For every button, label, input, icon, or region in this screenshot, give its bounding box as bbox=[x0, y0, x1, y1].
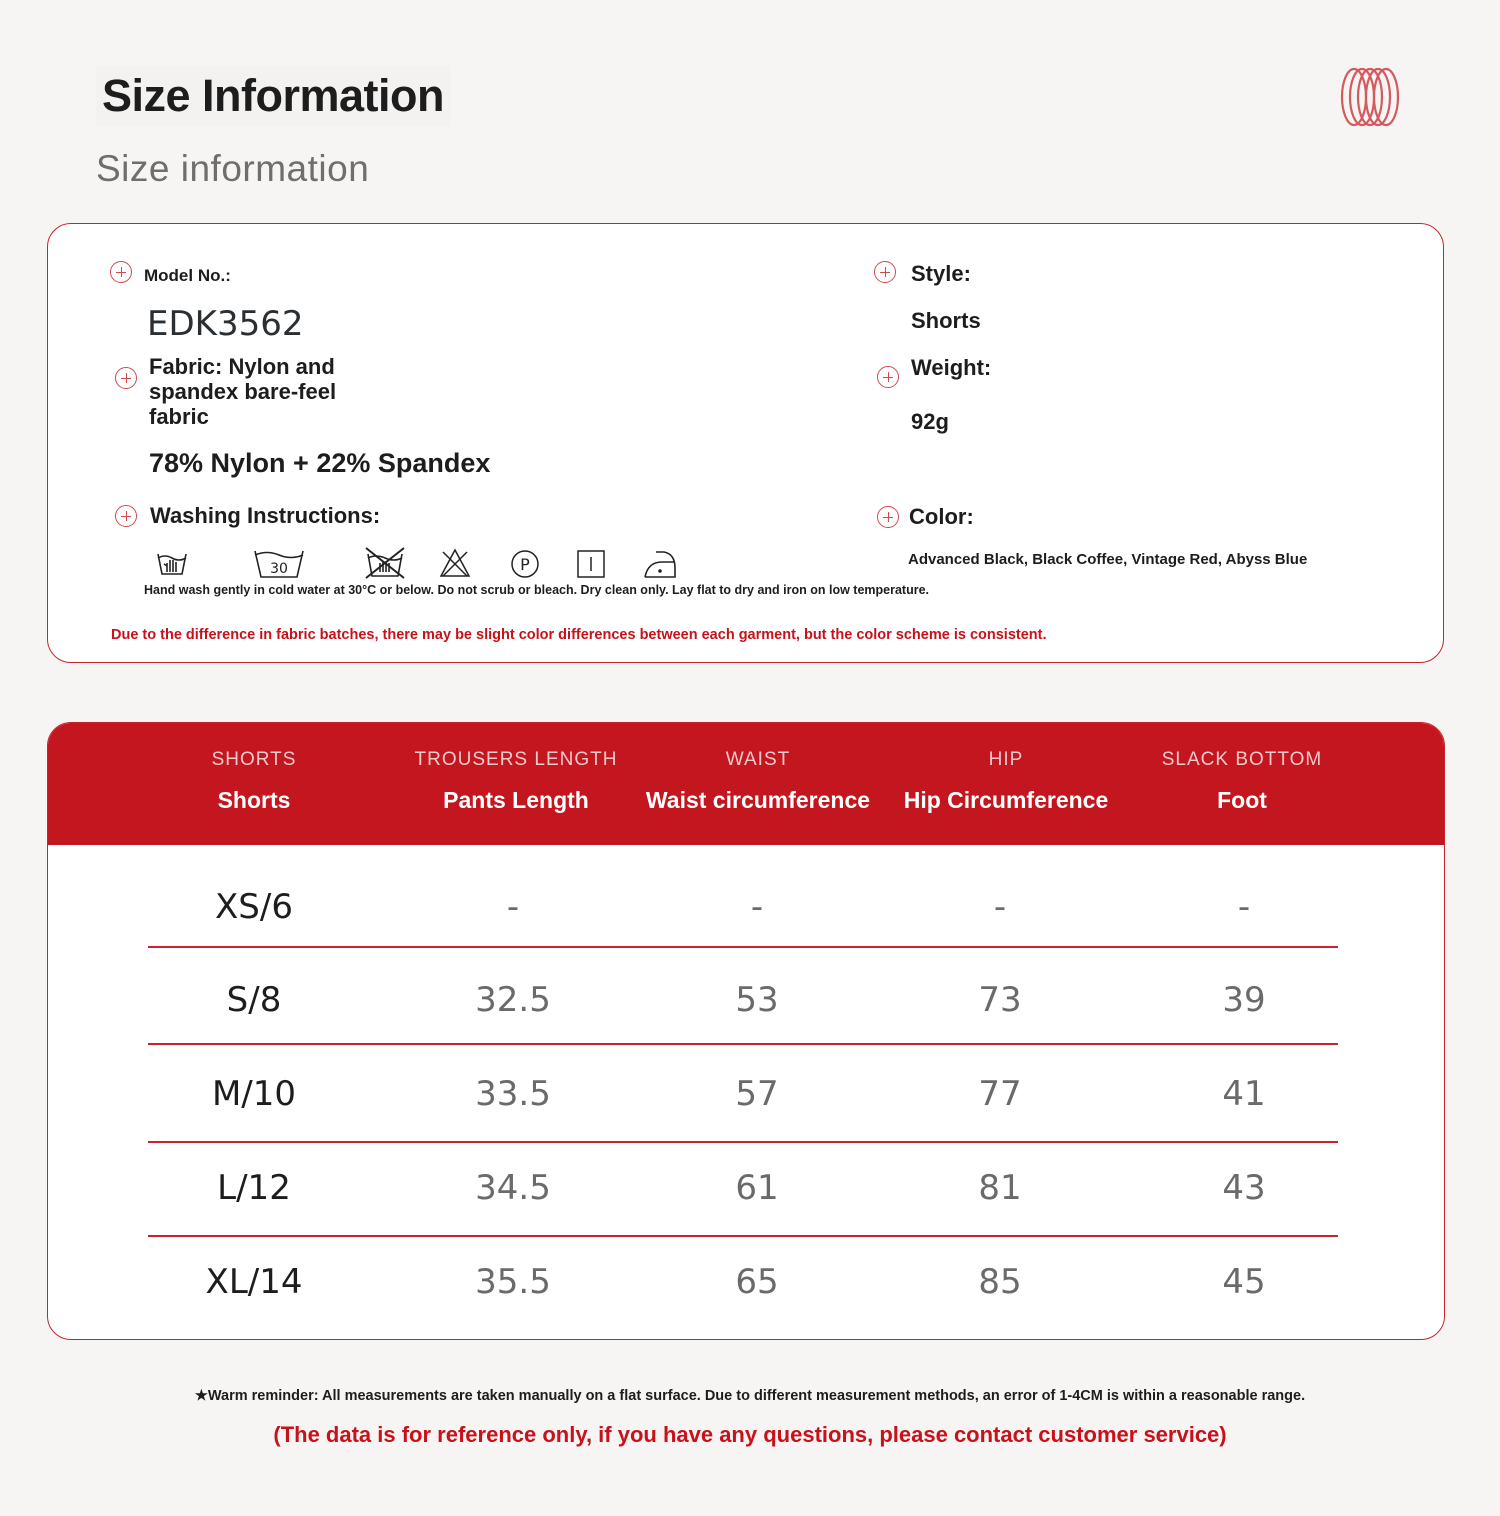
col-header-label: Pants Length bbox=[443, 787, 589, 813]
waist-cell: - bbox=[750, 887, 764, 927]
washing-label: Washing Instructions: bbox=[150, 503, 381, 528]
fabric-label: Fabric: Nylon and spandex bare-feel fabric bbox=[149, 354, 337, 429]
length-cell: - bbox=[506, 887, 520, 927]
plus-circle-icon bbox=[115, 505, 137, 527]
waist-cell: 61 bbox=[735, 1168, 779, 1208]
style-value: Shorts bbox=[911, 308, 981, 333]
length-cell: 32.5 bbox=[475, 980, 551, 1020]
foot-cell: 41 bbox=[1222, 1074, 1266, 1114]
foot-cell: 43 bbox=[1222, 1168, 1266, 1208]
length-cell: 34.5 bbox=[475, 1168, 551, 1208]
plus-circle-icon bbox=[115, 367, 137, 389]
weight-value: 92g bbox=[911, 409, 949, 434]
size-table-header bbox=[48, 723, 1444, 845]
col-header-label: Waist circumference bbox=[645, 787, 871, 813]
size-cell: XL/14 bbox=[205, 1262, 303, 1302]
iron-low-icon bbox=[642, 546, 680, 580]
col-header-en: SHORTS bbox=[211, 749, 297, 770]
col-header-en: TROUSERS LENGTH bbox=[414, 749, 618, 770]
hip-cell: 73 bbox=[978, 980, 1022, 1020]
red-rings-logo-icon bbox=[1338, 66, 1402, 128]
plus-circle-icon bbox=[877, 366, 899, 388]
washing-text: Hand wash gently in cold water at 30°C or below. Do not scrub or bleach. Dry clean only. Lay flat to dry and iron on low temperature. bbox=[144, 583, 929, 597]
model-label: Model No.: bbox=[144, 266, 231, 285]
row-divider bbox=[148, 1141, 1338, 1143]
waist-cell: 53 bbox=[735, 980, 779, 1020]
warm-reminder: ★Warm reminder: All measurements are taken manually on a flat surface. Due to different measurement methods, an error of 1-4CM is within a reasonable range. bbox=[194, 1388, 1306, 1404]
fabric-composition: 78% Nylon + 22% Spandex bbox=[149, 448, 491, 478]
no-tumble-dry-icon bbox=[362, 546, 408, 580]
dry-clean-p-icon bbox=[508, 546, 542, 580]
no-bleach-icon bbox=[438, 546, 472, 580]
hip-cell: 85 bbox=[978, 1262, 1022, 1302]
size-cell: XS/6 bbox=[215, 887, 293, 927]
col-header-label: Hip Circumference bbox=[903, 787, 1109, 813]
wash-30-icon bbox=[252, 546, 306, 580]
row-divider bbox=[148, 946, 1338, 948]
hip-cell: - bbox=[993, 887, 1007, 927]
dry-clean-letter: P bbox=[520, 555, 530, 574]
wash-temp-text: 30 bbox=[270, 561, 288, 577]
row-divider bbox=[148, 1043, 1338, 1045]
page-subtitle: Size information bbox=[96, 148, 370, 189]
foot-cell: - bbox=[1237, 887, 1251, 927]
contact-note: (The data is for reference only, if you have any questions, please contact customer service) bbox=[273, 1422, 1227, 1447]
size-cell: M/10 bbox=[211, 1074, 297, 1114]
foot-cell: 45 bbox=[1222, 1262, 1266, 1302]
col-header-en: SLACK BOTTOM bbox=[1161, 749, 1323, 770]
hip-cell: 81 bbox=[978, 1168, 1022, 1208]
color-notice: Due to the difference in fabric batches, there may be slight color differences between each garment, but the color scheme is consistent. bbox=[111, 627, 1047, 643]
weight-label: Weight: bbox=[911, 355, 992, 380]
size-table bbox=[47, 722, 1445, 1340]
col-header-label: Shorts bbox=[217, 787, 291, 813]
line-dry-icon bbox=[574, 546, 608, 580]
waist-cell: 65 bbox=[735, 1262, 779, 1302]
plus-circle-icon bbox=[110, 261, 132, 283]
length-cell: 33.5 bbox=[475, 1074, 551, 1114]
size-cell: S/8 bbox=[226, 980, 282, 1020]
style-label: Style: bbox=[911, 261, 971, 286]
length-cell: 35.5 bbox=[475, 1262, 551, 1302]
row-divider bbox=[148, 1235, 1338, 1237]
hip-cell: 77 bbox=[978, 1074, 1022, 1114]
color-label: Color: bbox=[909, 504, 974, 529]
model-value: EDK3562 bbox=[147, 304, 304, 344]
col-header-en: WAIST bbox=[725, 749, 791, 770]
foot-cell: 39 bbox=[1222, 980, 1266, 1020]
col-header-en: HIP bbox=[988, 749, 1024, 770]
color-value: Advanced Black, Black Coffee, Vintage Red, Abyss Blue bbox=[908, 551, 1308, 568]
col-header-label: Foot bbox=[1217, 787, 1267, 813]
plus-circle-icon bbox=[877, 506, 899, 528]
plus-circle-icon bbox=[874, 261, 896, 283]
size-cell: L/12 bbox=[217, 1168, 291, 1208]
page-title: Size Information bbox=[96, 66, 450, 126]
waist-cell: 57 bbox=[735, 1074, 779, 1114]
hand-wash-icon bbox=[152, 546, 192, 580]
product-info-card bbox=[47, 223, 1444, 663]
